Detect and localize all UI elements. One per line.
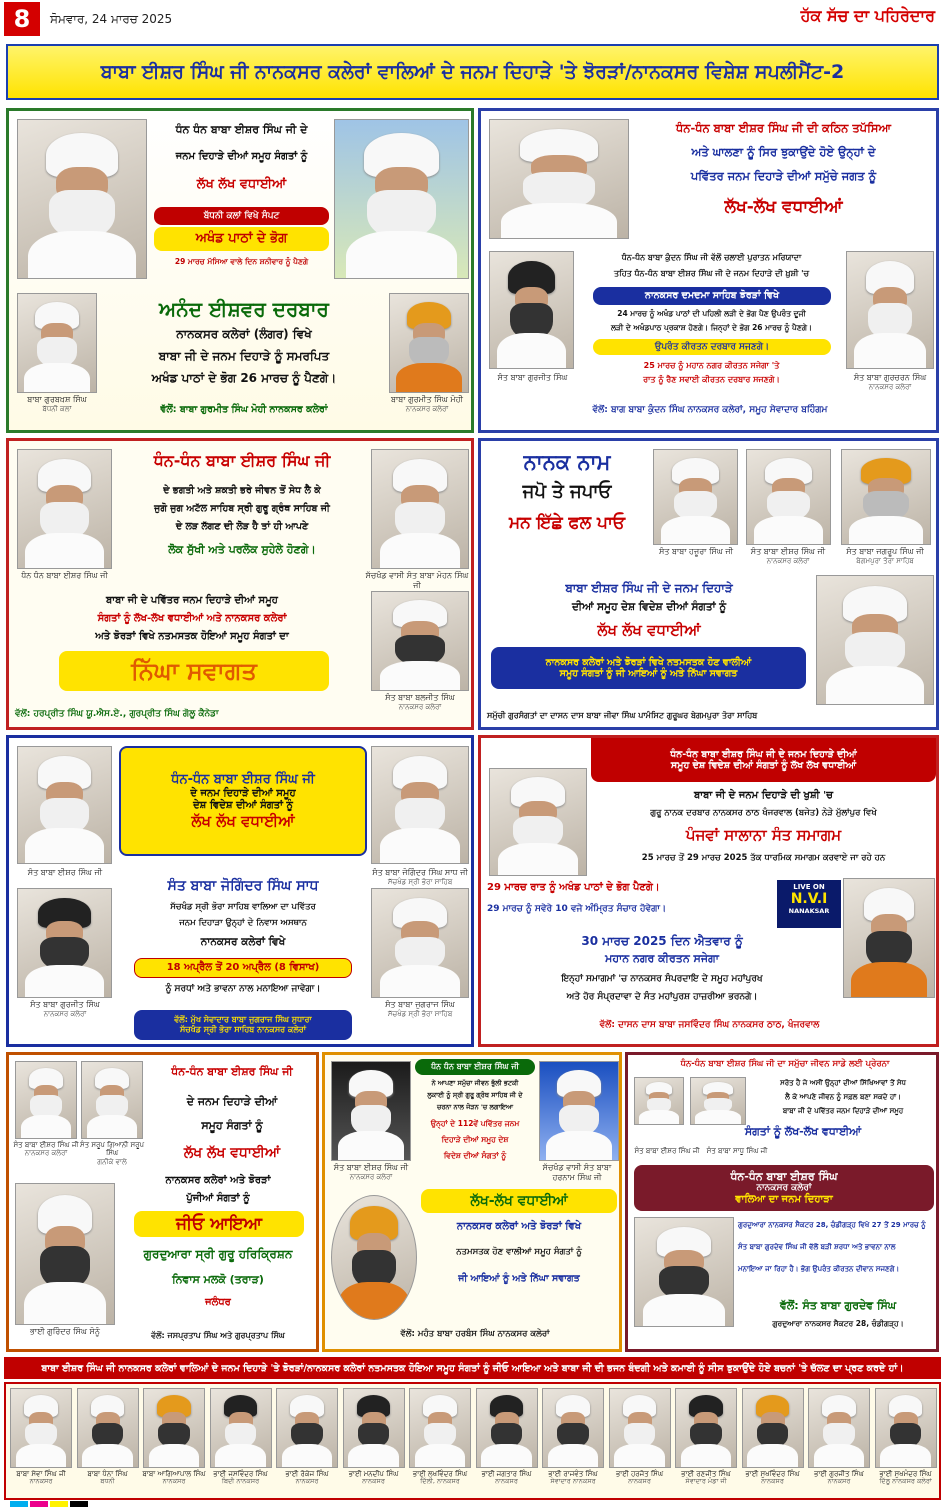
ad2-body7: ਰਾਤ ਨੂੰ ਰੈਣ ਸਵਾਈ ਕੀਰਤਨ ਦਰਬਾਰ ਸਜਣਗੇ। [643, 375, 780, 384]
gallery-portrait [542, 1388, 604, 1468]
gallery-portrait [875, 1388, 937, 1468]
ad8-pill-title: ਧੰਨ ਧੰਨ ਬਾਬਾ ਈਸ਼ਰ ਸਿੰਘ ਜੀ [415, 1059, 535, 1075]
ad1-pill-date: 29 ਮਾਰਚ ਮੱਸਿਆ ਵਾਲੇ ਦਿਨ ਸ਼ਨੀਵਾਰ ਨੂੰ ਪੈਣਗੇ [174, 256, 309, 266]
ad8-caption-left: ਸੰਤ ਬਾਬਾ ਈਸ਼ਰ ਸਿੰਘ ਜੀ ਨਾਨਕਸਰ ਕਲੇਰਾਂ [333, 1163, 409, 1181]
gallery-portrait [10, 1388, 72, 1468]
ad1-pill-akhand-path: ਅਖੰਡ ਪਾਠਾਂ ਦੇ ਭੋਗ [154, 227, 329, 251]
ad-jhorran-damdama [478, 108, 939, 433]
ad3-body3: ਦੇ ਲੜ ਲੱਗਣ ਦੀ ਲੋੜ ਹੈ ਤਾਂ ਹੀ ਆਪਣੇ [175, 521, 309, 532]
ad1-caption-right: ਬਾਬਾ ਗੁਰਮੀਤ ਸਿੰਘ ਮੋਹੀ ਨਾਨਕਸਰ ਕਲੇਰਾਂ [391, 395, 463, 413]
ad4-h2: ਜਪੋ ਤੇ ਜਪਾਓ [522, 481, 612, 502]
ad6-header [591, 738, 936, 782]
gallery-item [343, 1388, 405, 1498]
ad8-footer: ਵੱਲੋਂ: ਮਹੰਤ ਬਾਬਾ ਹਰਬੰਸ ਸਿੰਘ ਨਾਨਕਸਰ ਕਲੇਰਾਂ [400, 1329, 550, 1339]
ad6-body8: ਇਨ੍ਹਾਂ ਸਮਾਗਮਾਂ 'ਚ ਨਾਨਕਸਰ ਸੰਪਰਦਾਇ ਦੇ ਸਮੂਹ ਮਹਾਂਪੁਰਖ [561, 974, 763, 984]
gallery-name: ਭਾਈ ਜਸਵਿੰਦਰ ਸਿੰਘ [213, 1470, 268, 1478]
ad5-body2: ਜਨਮ ਦਿਹਾੜਾ ਉਨ੍ਹਾਂ ਦੇ ਨਿਵਾਸ ਅਸਥਾਨ [179, 918, 307, 928]
ad2-body3: 24 ਮਾਰਚ ਨੂੰ ਅਖੰਡ ਪਾਠਾਂ ਦੀ ਪਹਿਲੀ ਲੜੀ ਦੇ ਭੋਗ ਪੈਣ ਉਪਰੰਤ ਦੂਜੀ [617, 309, 806, 318]
ad4-body1: ਬਾਬਾ ਈਸ਼ਰ ਸਿੰਘ ਜੀ ਦੇ ਜਨਮ ਦਿਹਾੜੇ [565, 581, 733, 595]
portrait-bhai-gurinder-singh [15, 1183, 115, 1325]
portrait-sant-gurcharan-singh [846, 251, 934, 369]
ad5-footer-line1: ਵੱਲੋਂ: ਮੁੱਖ ਸੇਵਾਦਾਰ ਬਾਬਾ ਜੁਗਰਾਜ ਸਿੰਘ ਸੁਧਾਰਾ [174, 1015, 312, 1025]
bottom-greeting-banner: ਬਾਬਾ ਈਸ਼ਰ ਸਿੰਘ ਜੀ ਨਾਨਕਸਰ ਕਲੇਰਾਂ ਵਾਲਿਆਂ ਦੇ ਜਨਮ ਦਿਹਾੜੇ 'ਤੇ ਝੋਰੜਾਂ/ਨਾਨਕਸਰ ਕਲੇਰਾਂ ਨਤਮਸਤਕ ਹੋਇਆ ਸਮੂਹ ਸੰਗਤਾਂ ਨੂੰ ਜੀਓ ਆਇਆ ਅਤੇ ਬਾਬਾ ਜੀ ਦੀ ਭਜਨ ਬੰਦਗੀ ਅਤੇ ਕਮਾਈ ਨੂੰ ਸੀਸ ਝੁਕਾਉਂਦੇ ਹੋਏ ਬਚਨਾਂ 'ਤੇ ਚੱਲਣ ਦਾ ਪ੍ਰਣ ਕਰਦੇ ਹਾਂ। [4, 1357, 941, 1379]
ad9-pill-janam [634, 1165, 934, 1211]
ad9-body5: ਗੁਰਦੁਆਰਾ ਨਾਨਕਸਰ ਸੈਕਟਰ 28, ਚੰਡੀਗੜ੍ਹ ਵਿਖੇ 27 ਤੋਂ 29 ਮਾਰਚ ਨੂੰ [738, 1221, 926, 1229]
ad-sant-joginder-singh [6, 735, 474, 1047]
ad-gurdwara-harkrishan [6, 1052, 319, 1352]
ad1-line2: ਜਨਮ ਦਿਹਾੜੇ ਦੀਆਂ ਸਮੂਹ ਸੰਗਤਾਂ ਨੂੰ [175, 151, 308, 162]
ad7-h1: ਧੰਨ-ਧੰਨ ਬਾਬਾ ਈਸ਼ਰ ਸਿੰਘ ਜੀ [171, 1065, 293, 1078]
ad6-body6: 30 ਮਾਰਚ 2025 ਦਿਨ ਐਤਵਾਰ ਨੂੰ [581, 934, 743, 948]
portrait-sant-ishar-singh-ad8 [331, 1061, 411, 1161]
gallery-location: ਨਾਨਕਸਰ [295, 1477, 319, 1486]
ad5-caption-left-bottom: ਸੰਤ ਬਾਬਾ ਗੁਰਜੀਤ ਸਿੰਘ ਨਾਨਕਸਰ ਕਲੇਰਾਂ [30, 1000, 100, 1018]
gallery-item [542, 1388, 604, 1498]
ad6-h2: ਸਮੂਹ ਦੇਸ਼ ਵਿਦੇਸ਼ ਦੀਆਂ ਸੰਗਤਾਂ ਨੂੰ ਲੱਖ ਲੱਖ ਵਧਾਈਆਂ [670, 760, 857, 771]
portrait-mahant-harbans-singh [331, 1195, 417, 1320]
portrait-sant-hazura-singh [653, 449, 738, 545]
gallery-location: ਨਾਨਕਸਰ [29, 1477, 53, 1486]
ad5-h3: ਦੇਸ਼ ਵਿਦੇਸ਼ ਦੀਆਂ ਸੰਗਤਾਂ ਨੂੰ [193, 799, 293, 811]
ad5-footer [134, 1010, 352, 1040]
gallery-location: ਨਾਨਕਸਰ [362, 1477, 385, 1486]
ad1-line1: ਧੰਨ ਧੰਨ ਬਾਬਾ ਈਸ਼ਰ ਸਿੰਘ ਜੀ ਦੇ [175, 123, 308, 136]
ad7-h2: ਦੇ ਜਨਮ ਦਿਹਾੜੇ ਦੀਆਂ [186, 1095, 278, 1108]
masthead-logo: ਹੱਕ ਸੱਚ ਦਾ ਪਹਿਰੇਦਾਰ [800, 6, 935, 25]
gallery-location: ਨਾਨਕਸਰ [162, 1477, 186, 1486]
ad6-heading: ਪੰਜਵਾਂ ਸਾਲਾਨਾ ਸੰਤ ਸਮਾਗਮ [685, 826, 842, 844]
ad3-caption-left: ਧੰਨ ਧੰਨ ਬਾਬਾ ਈਸ਼ਰ ਸਿੰਘ ਜੀ [21, 571, 108, 580]
ad1-body3: ਅਖੰਡ ਪਾਠਾਂ ਦੇ ਭੋਗ 26 ਮਾਰਚ ਨੂੰ ਪੈਣਗੇ। [151, 371, 337, 385]
nvi-live-label: LIVE ON [793, 883, 825, 891]
gallery-caption [274, 1470, 340, 1486]
gallery-location: ਸੇਵਾਦਾਰ ਨਾਨਕਸਰ [550, 1477, 596, 1486]
ad5-heading: ਸੰਤ ਬਾਬਾ ਜੋਗਿੰਦਰ ਸਿੰਘ ਸਾਧ [167, 878, 319, 894]
ad3-footer: ਵੱਲੋਂ: ਹਰਪ੍ਰੀਤ ਸਿੰਘ ਯੂ.ਐਸ.ਏ., ਗੁਰਪ੍ਰੀਤ ਸਿੰਘ ਗੋਲੂ ਕੈਨੇਡਾ [15, 709, 219, 719]
gallery-location: ਬਧਨੀ [100, 1477, 115, 1486]
ad5-caption-right-top: ਸੰਤ ਬਾਬਾ ਜੋਗਿੰਦਰ ਸਿੰਘ ਸਾਧ ਜੀ ਸੱਚਖੰਡ ਸ੍ਰੀ ਭੋਰਾ ਸਾਹਿਬ [372, 868, 468, 886]
ad1-footer: ਵੱਲੋਂ: ਬਾਬਾ ਗੁਰਮੀਤ ਸਿੰਘ ਮੋਹੀ ਨਾਨਕਸਰ ਕਲੇਰਾਂ [160, 404, 328, 415]
ad2-body4: ਲੜੀ ਦੇ ਅਖੰਡਪਾਠ ਪ੍ਰਕਾਸ਼ ਹੋਣਗੇ। ਜਿਨ੍ਹਾਂ ਦੇ ਭੋਗ 26 ਮਾਰਚ ਨੂੰ ਪੈਣਗੇ। [610, 323, 812, 332]
ad4-h3: ਮਨ ਇੱਛੇ ਫਲ ਪਾਓ [508, 513, 626, 533]
ad1-body2: ਬਾਬਾ ਜੀ ਦੇ ਜਨਮ ਦਿਹਾੜੇ ਨੂੰ ਸਮਰਪਿਤ [158, 349, 330, 363]
nvi-sub: NANAKSAR [788, 907, 830, 915]
ad4-body2: ਦੀਆਂ ਸਮੂਹ ਦੇਸ਼ ਵਿਦੇਸ਼ ਦੀਆਂ ਸੰਗਤਾਂ ਨੂੰ [571, 601, 727, 613]
ad9-footer1: ਵੱਲੋਂ: ਸੰਤ ਬਾਬਾ ਗੁਰਦੇਵ ਸਿੰਘ [779, 1299, 897, 1312]
registration-mark-magenta [30, 1501, 48, 1507]
ad5-caption-right-bottom: ਸੰਤ ਬਾਬਾ ਜੁਗਰਾਜ ਸਿੰਘ ਸੱਚਖੰਡ ਸ੍ਰੀ ਭੋਰਾ ਸਾਹਿਬ [385, 1000, 455, 1018]
ad6-body7: ਮਹਾਨ ਨਗਰ ਕੀਰਤਨ ਸਜੇਗਾ [605, 952, 719, 965]
ad9-body2: ਲੈ ਕੇ ਆਪਣੇ ਜੀਵਨ ਨੂੰ ਸਫ਼ਲ ਬਣਾ ਸਕਦੇ ਹਾਂ। [785, 1093, 901, 1101]
gallery-item [276, 1388, 338, 1498]
registration-mark-yellow [50, 1501, 68, 1507]
gallery-portrait [609, 1388, 671, 1468]
ad2-pill-damdama: ਨਾਨਕਸਰ ਦਮਦਮਾ ਸਾਹਿਬ ਝੋਰੜਾਂ ਵਿਖੇ [593, 287, 831, 305]
supplement-banner [6, 44, 939, 100]
gallery-location: ਨਾਨਕਸਰ [761, 1477, 784, 1486]
ad8-heading: ਲੱਖ-ਲੱਖ ਵਧਾਈਆਂ [421, 1189, 617, 1213]
ad3-caption-right-top: ਸੱਚਖੰਡ ਵਾਸੀ ਸੰਤ ਬਾਬਾ ਮੋਹਨ ਸਿੰਘ ਜੀ [365, 571, 469, 590]
ad6-body4: 29 ਮਾਰਚ ਰਾਤ ਨੂੰ ਅਖੰਡ ਪਾਠਾਂ ਦੇ ਭੋਗ ਪੈਣਗੇ। [487, 882, 660, 893]
ad3-big-welcome: ਨਿੱਘਾ ਸਵਾਗਤ [59, 651, 329, 691]
ad7-body5: ਜਲੰਧਰ [205, 1297, 231, 1308]
gallery-item [10, 1388, 72, 1498]
ad6-body5: 29 ਮਾਰਚ ਨੂੰ ਸਵੇਰੇ 10 ਵਜੇ ਅੰਮ੍ਰਿਤ ਸੰਚਾਰ ਹੋਵੇਗਾ। [487, 904, 667, 914]
ad1-body1: ਨਾਨਕਸਰ ਕਲੇਰਾਂ (ਲੰਗਰ) ਵਿਖੇ [176, 327, 312, 341]
portrait-baba-gurbaksh-singh [17, 293, 97, 393]
ad7-h4: ਲੱਖ ਲੱਖ ਵਧਾਈਆਂ [183, 1145, 281, 1161]
ad4-pill-line1: ਨਾਨਕਸਰ ਕਲੇਰਾਂ ਅਤੇ ਝੋਰੜਾਂ ਵਿਖੇ ਨਤਮਸਤਕ ਹੋਣ ਵਾਲੀਆਂ [545, 656, 752, 668]
ad2-line2: ਅਤੇ ਘਾਲਣਾ ਨੂੰ ਸਿਰ ਝੁਕਾਉਂਦੇ ਹੋਏ ਉਨ੍ਹਾਂ ਦੇ [691, 145, 876, 159]
registration-mark-black [70, 1501, 88, 1507]
ad8-body5: ਦਿਹਾੜੇ ਦੀਆਂ ਸਮੂਹ ਦੇਸ਼ [441, 1135, 509, 1144]
ad7-footer: ਵੱਲੋਂ: ਜਸਪ੍ਰਤਾਪ ਸਿੰਘ ਅਤੇ ਗੁਰਪ੍ਰਤਾਪ ਸਿੰਘ [151, 1331, 285, 1340]
sevadar-gallery [4, 1382, 941, 1500]
issue-date: ਸੋਮਵਾਰ, 24 ਮਾਰਚ 2025 [50, 11, 173, 26]
ad4-caption-2: ਸੰਤ ਬਾਬਾ ਈਸ਼ਰ ਸਿੰਘ ਜੀ ਨਾਨਕਸਰ ਕਲੇਰਾਂ [750, 547, 826, 565]
gallery-portrait [143, 1388, 205, 1468]
portrait-baba-ishar-singh [17, 119, 147, 279]
gallery-item [742, 1388, 804, 1498]
ad7-caption-2: ਸੰਤ ਸਰੂਪ ਗਿਆਨੀ ਸਰੂਪ ਸਿੰਘ ਗਨੀਕੇ ਵਾਲੇ [79, 1141, 145, 1166]
ad8-body1: ਨੇ ਆਪਣਾ ਸਮੁੱਚਾ ਜੀਵਨ ਭੁੱਲੀ ਭਟਕੀ [431, 1079, 519, 1087]
nvi-channel: N.V.I [790, 891, 828, 907]
portrait-sant-ishar-singh-ad4 [746, 449, 831, 545]
gallery-caption [740, 1470, 806, 1486]
ad9-body7: ਮਨਾਇਆ ਜਾ ਰਿਹਾ ਹੈ। ਭੋਗ ਉਪਰੰਤ ਕੀਰਤਨ ਦੀਵਾਨ ਸਜਣਗੇ। [738, 1265, 900, 1273]
portrait-sant-jugraj-singh [371, 888, 469, 998]
gallery-name: ਭਾਈ ਜਗਤਾਰ ਸਿੰਘ [481, 1470, 532, 1478]
ad1-line3: ਲੱਖ ਲੱਖ ਵਧਾਈਆਂ [196, 177, 287, 192]
gallery-name: ਭਾਈ ਰੋਕੇਜ ਸਿੰਘ [285, 1470, 329, 1478]
ad7-h3: ਸਮੂਹ ਸੰਗਤਾਂ ਨੂੰ [201, 1119, 263, 1132]
gallery-caption [141, 1470, 207, 1486]
registration-mark-cyan [10, 1501, 28, 1507]
ad6-body1: ਬਾਬਾ ਜੀ ਦੇ ਜਨਮ ਦਿਹਾੜੇ ਦੀ ਖੁਸ਼ੀ 'ਚ [694, 790, 833, 801]
gallery-name: ਬਾਬਾ ਧੰਨਾ ਸਿੰਘ [87, 1470, 128, 1478]
ad5-pill-dates: 18 ਅਪ੍ਰੈਲ ਤੋਂ 20 ਅਪ੍ਰੈਲ (8 ਵਿਸਾਖ) [134, 958, 352, 978]
ad-112th-janam-dihara [322, 1052, 622, 1352]
gallery-name: ਭਾਈ ਮਨਦੀਪ ਸਿੰਘ [348, 1470, 399, 1478]
ad9-h1: ਧੰਨ-ਧੰਨ ਬਾਬਾ ਈਸ਼ਰ ਸਿੰਘ ਜੀ ਦਾ ਸਮੁੱਚਾ ਜੀਵਨ ਸਾਡੇ ਲਈ ਪ੍ਰੇਰਨਾ [680, 1059, 890, 1069]
gallery-name: ਬਾਬਾ ਸੇਵਾ ਸਿੰਘ ਜੀ [16, 1470, 66, 1478]
ad6-h1: ਧੰਨ-ਧੰਨ ਬਾਬਾ ਈਸ਼ਰ ਸਿੰਘ ਜੀ ਦੇ ਜਨਮ ਦਿਹਾੜੇ ਦੀਆਂ [670, 748, 857, 760]
ad-anand-ishwar-darbar [6, 108, 474, 433]
ad4-h1: ਨਾਨਕ ਨਾਮ [523, 450, 611, 474]
gallery-name: ਭਾਈ ਸੁਖਮੰਦਰ ਸਿੰਘ [879, 1470, 932, 1478]
ad9-body3: ਬਾਬਾ ਜੀ ਦੇ ਪਵਿੱਤਰ ਜਨਮ ਦਿਹਾੜੇ ਦੀਆਂ ਸਮੂਹ [782, 1107, 904, 1115]
gallery-item [609, 1388, 671, 1498]
portrait-baba-gurmit-singh-mohi [389, 293, 469, 393]
portrait-baba-large [816, 575, 934, 705]
ad7-body2: ਪੁੱਜੀਆਂ ਸੰਗਤਾਂ ਨੂੰ [186, 1193, 250, 1204]
ad3-body1: ਦੇ ਭਗਤੀ ਅਤੇ ਸ਼ਕਤੀ ਭਰੇ ਜੀਵਨ ਤੋਂ ਸੇਧ ਲੈ ਕੇ [163, 485, 321, 496]
ad2-caption-left: ਸੰਤ ਬਾਬਾ ਗੁਰਜੀਤ ਸਿੰਘ [497, 373, 568, 382]
ad3-body2: ਜੁਗੋ ਜੁਗ ਅਟੱਲ ਸਾਹਿਬ ਸ੍ਰੀ ਗੁਰੂ ਗ੍ਰੰਥ ਸਾਹਿਬ ਜੀ [154, 503, 330, 514]
ad3-body5: ਬਾਬਾ ਜੀ ਦੇ ਪਵਿੱਤਰ ਜਨਮ ਦਿਹਾੜੇ ਦੀਆਂ ਸਮੂਹ [106, 595, 278, 606]
portrait-baba-jaswinder-singh [843, 878, 935, 998]
ad2-body1: ਧੰਨ-ਧੰਨ ਬਾਬਾ ਕੁੰਦਨ ਸਿੰਘ ਜੀ ਵੱਲੋਂ ਚਲਾਈ ਪੁਰਾਤਨ ਮਰਿਯਾਦਾ [621, 253, 802, 262]
gallery-caption [607, 1470, 673, 1486]
gallery-portrait [409, 1388, 471, 1468]
portrait-sant-harnam-singh [539, 1061, 619, 1161]
ad5-body3: ਨਾਨਕਸਰ ਕਲੇਰਾਂ ਵਿਖੇ [200, 936, 286, 948]
gallery-portrait [343, 1388, 405, 1468]
ad9-pill-line1: ਧੰਨ-ਧੰਨ ਬਾਬਾ ਈਸ਼ਰ ਸਿੰਘ [730, 1170, 838, 1183]
gallery-item [210, 1388, 272, 1498]
gallery-caption [873, 1470, 939, 1486]
ad9-footer2: ਗੁਰਦੁਆਰਾ ਨਾਨਕਸਰ ਸੈਕਟਰ 28, ਚੰਡੀਗੜ੍ਹ। [772, 1319, 904, 1328]
ad3-body6: ਸੰਗਤਾਂ ਨੂੰ ਲੱਖ-ਲੱਖ ਵਧਾਈਆਂ ਅਤੇ ਨਾਨਕਸਰ ਕਲੇਰਾਂ [97, 613, 287, 624]
ad4-pill-welcome [491, 647, 806, 689]
gallery-location: ਦਿੱਲੂ ਨਾਨਕਸਰ ਕਲੇਰਾਂ [879, 1477, 932, 1486]
ad-nigha-swagat [6, 438, 474, 730]
portrait-sant-gurdev-singh [634, 1217, 734, 1327]
gallery-portrait [210, 1388, 272, 1468]
ad2-line1: ਧੰਨ-ਧੰਨ ਬਾਬਾ ਈਸ਼ਰ ਸਿੰਘ ਜੀ ਦੀ ਕਠਿਨ ਤਪੱਸਿਆ [676, 121, 891, 135]
ad2-line3: ਪਵਿੱਤਰ ਜਨਮ ਦਿਹਾੜੇ ਦੀਆਂ ਸਮੁੱਚੇ ਜਗਤ ਨੂੰ [690, 169, 877, 183]
ad5-body4: ਨੂੰ ਸਰਧਾਂ ਅਤੇ ਭਾਵਨਾ ਨਾਲ ਮਨਾਇਆ ਜਾਵੇਗਾ। [165, 984, 321, 994]
portrait-sant-ishar-singh-ad7 [15, 1061, 77, 1139]
gallery-caption [8, 1470, 74, 1486]
ad1-heading: ਅਨੰਦ ਈਸ਼ਵਰ ਦਰਬਾਰ [159, 297, 329, 321]
ad-sant-samagam [478, 735, 939, 1047]
gallery-name: ਭਾਈ ਗੁਰਜੀਤ ਸਿੰਘ [814, 1470, 864, 1478]
ad3-heading: ਧੰਨ-ਧੰਨ ਬਾਬਾ ਈਸ਼ਰ ਸਿੰਘ ਜੀ [153, 451, 331, 470]
portrait-sant-joginder-singh [371, 746, 469, 864]
ad8-body7: ਨਾਨਕਸਰ ਕਲੇਰਾਂ ਅਤੇ ਝੋਰੜਾਂ ਵਿਖੇ [456, 1221, 582, 1232]
gallery-name: ਭਾਈ ਹਰਜੋਤ ਸਿੰਘ [615, 1470, 664, 1478]
gallery-location: ਸੇਵਾਦਾਰ ਮੰਡਾ ਜੀ [685, 1477, 727, 1486]
ad5-h1: ਧੰਨ-ਧੰਨ ਬਾਬਾ ਈਸ਼ਰ ਸਿੰਘ ਜੀ [171, 772, 315, 788]
gallery-name: ਭਾਈ ਸੁਖਵਿੰਦਰ ਸਿੰਘ [745, 1470, 800, 1478]
ad6-body3: 25 ਮਾਰਚ ਤੋਂ 29 ਮਾਰਚ 2025 ਤੱਕ ਧਾਰਮਿਕ ਸਮਾਗਮ ਕਰਵਾਏ ਜਾ ਰਹੇ ਹਨ [641, 853, 886, 863]
gallery-name: ਭਾਈ ਲਖਵਿੰਦਰ ਸਿੰਘ [412, 1470, 468, 1478]
ad-chandigarh-sector28 [625, 1052, 939, 1352]
gallery-location: ਨਾਨਕਸਰ [495, 1477, 518, 1486]
ad5-h4: ਲੱਖ ਲੱਖ ਵਧਾਈਆਂ [191, 811, 295, 830]
ad3-body4: ਲੋਕ ਸੁੱਖੀ ਅਤੇ ਪਰਲੋਕ ਸੁਹੇਲੇ ਹੋਣਗੇ। [168, 543, 316, 556]
ad1-caption-left: ਬਾਬਾ ਗੁਰਬਖ਼ਸ਼ ਸਿੰਘ ਬੱਧਨੀ ਕਲਾਂ [27, 395, 87, 413]
ad8-body6: ਵਿਦੇਸ਼ ਦੀਆਂ ਸੰਗਤਾਂ ਨੂੰ [443, 1151, 507, 1160]
ad9-pill-line3: ਵਾਲਿਆ ਦਾ ਜਨਮ ਦਿਹਾੜਾ [735, 1193, 833, 1205]
ad5-header-box [119, 746, 367, 856]
portrait-sant-mohan-singh [371, 449, 469, 569]
ad2-footer: ਵੱਲੋਂ: ਬਾਗ ਬਾਬਾ ਕੁੰਦਨ ਸਿੰਘ ਨਾਨਕਸਰ ਕਲੇਰਾਂ, ਸਮੂਹ ਸੇਵਾਦਾਰ ਬਹਿੰਗਮ [592, 405, 828, 415]
gallery-name: ਬਾਬਾ ਆਗਿਆਪਾਲ ਸਿੰਘ [142, 1470, 206, 1478]
ad2-caption-right: ਸੰਤ ਬਾਬਾ ਗੁਰਚਰਨ ਸਿੰਘ ਨਾਨਕਸਰ ਕਲੇਰਾਂ [853, 373, 927, 391]
ad5-caption-left-top: ਸੰਤ ਬਾਬਾ ਈਸ਼ਰ ਸਿੰਘ ਜੀ [27, 868, 103, 877]
ad8-body3: ਚਰਨਾ ਨਾਲ ਜੋੜਨ 'ਚ ਲਗਾਇਆ [436, 1103, 514, 1111]
ad6-body2: ਗੁਰੂ ਨਾਨਕ ਦਰਬਾਰ ਨਾਨਕਸਰ ਠਾਠ ਖੰਜਰਵਾਲ (ਬਜੇਤ) ਨੇੜੇ ਮੁੱਲਾਂਪੁਰ ਵਿਖੇ [650, 808, 877, 818]
portrait-sant-baljit-singh [371, 591, 469, 691]
ad2-body2: ਤਹਿਤ ਧੰਨ-ਧੰਨ ਬਾਬਾ ਈਸ਼ਰ ਸਿੰਘ ਜੀ ਦੇ ਜਨਮ ਦਿਹਾੜੇ ਦੀ ਖ਼ੁਸ਼ੀ 'ਚ [614, 269, 809, 278]
gallery-portrait [742, 1388, 804, 1468]
portrait-sant-sadhu-singh [690, 1077, 746, 1125]
gallery-caption [474, 1470, 540, 1486]
portrait-babas-pair [489, 119, 629, 239]
ad4-footer: ਸਮੁੱਚੀ ਗੁਰਸੰਗਤਾਂ ਦਾ ਦਾਸਨ ਦਾਸ ਬਾਬਾ ਜੀਵਾ ਸਿੰਘ ਪਾਮੰਸਿਟ ਗੁਰੂਘਰ ਬੇਗਮਪੁਰਾ ਤੋਰਾ ਸਾਹਿਬ [487, 711, 758, 720]
ad2-body6: 25 ਮਾਰਚ ਨੂੰ ਮਹਾਨ ਨਗਰ ਕੀਰਤਨ ਸਜੇਗਾ 'ਤੇ [643, 361, 780, 370]
gallery-item [77, 1388, 139, 1498]
ad2-pill-kirtan: ਉਪਰੰਤ ਕੀਰਤਨ ਦਰਬਾਰ ਸਜਣਗੇ। [593, 339, 831, 355]
ad5-h2: ਦੇ ਜਨਮ ਦਿਹਾੜੇ ਦੀਆਂ ਸਮੂਹ [190, 787, 296, 799]
ad3-caption-right-bottom: ਸੰਤ ਬਾਬਾ ਬਲਜੀਤ ਸਿੰਘ ਨਾਨਕਸਰ ਕਲੇਰਾਂ [385, 693, 455, 711]
portrait-sant-ishar-singh-ad9 [634, 1077, 684, 1125]
ad4-caption-3: ਸੰਤ ਬਾਬਾ ਜਗਰੂਪ ਸਿੰਘ ਜੀ ਬੇਗਮਪੁਰਾ ਤੋਰਾ ਸਾਹਿਬ [846, 547, 924, 565]
ad6-body9: ਅਤੇ ਹੋਰ ਸੰਪ੍ਰਦਾਵਾ ਦੇ ਸੰਤ ਮਹਾਂਪੁਰਸ਼ ਹਾਜ਼ਰੀਆ ਭਰਨਗੇ। [566, 992, 758, 1002]
gallery-caption [407, 1470, 473, 1486]
ad6-footer: ਵੱਲੋਂ: ਦਾਸਨ ਦਾਸ ਬਾਬਾ ਜਸਵਿੰਦਰ ਸਿੰਘ ਨਾਨਕਸਰ ਠਾਠ, ਖੰਜਰਵਾਲ [599, 1020, 820, 1030]
gallery-location: ਦਿੱਲੀ, ਨਾਨਕਸਰ [420, 1477, 460, 1486]
gallery-caption [75, 1470, 141, 1486]
gallery-caption [341, 1470, 407, 1486]
gallery-portrait [808, 1388, 870, 1468]
gallery-item [875, 1388, 937, 1498]
ad4-caption-1: ਸੰਤ ਬਾਬਾ ਹਜ਼ੂਰਾ ਸਿੰਘ ਜੀ [658, 547, 734, 556]
gallery-item [409, 1388, 471, 1498]
ad9-body1: ਸਰੋਤ ਹੈ ਜੇ ਅਸੀਂ ਉਨ੍ਹਾਂ ਦੀਆਂ ਸਿੱਖਿਆਵਾਂ ਤੋਂ ਸੇਧ [780, 1079, 906, 1087]
ad8-body9: ਜੀ ਆਇਆਂ ਨੂੰ ਅਤੇ ਨਿੱਘਾ ਸਵਾਗਤ [458, 1273, 580, 1284]
ad7-caption-3: ਭਾਈ ਗੁਰਿੰਦਰ ਸਿੰਘ ਸੋਨੂੰ [30, 1327, 100, 1336]
ad9-pill-line2: ਨਾਨਕਸਰ ਕਲੇਰਾਂ [756, 1183, 812, 1194]
gallery-name: ਭਾਈ ਰਣਜੀਤ ਸਿੰਘ [681, 1470, 731, 1478]
ad9-body4: ਸੰਗਤਾਂ ਨੂੰ ਲੱਖ-ਲੱਖ ਵਧਾਈਆਂ [744, 1125, 862, 1138]
portrait-sant-ishar-singh-ad5 [17, 746, 112, 864]
ad9-caption-1: ਸੰਤ ਬਾਬਾ ਈਸ਼ਰ ਸਿੰਘ ਜੀ [634, 1147, 700, 1155]
ad4-body3: ਲੱਖ ਲੱਖ ਵਧਾਈਆਂ [597, 621, 701, 639]
gallery-caption [208, 1470, 274, 1486]
page-number: 8 [4, 2, 40, 36]
gallery-caption [806, 1470, 872, 1486]
gallery-item [675, 1388, 737, 1498]
portrait-baba-seated [334, 119, 469, 279]
ad1-pill-badhni: ਬੱਧਨੀ ਕਲਾਂ ਵਿਖੇ ਸੰਪਟ [154, 207, 329, 225]
ad7-body4: ਨਿਵਾਸ ਮਲਕੋ (ਤਰਾੜ) [172, 1273, 264, 1286]
gallery-caption [673, 1470, 739, 1486]
gallery-location: ਨਾਨਕਸਰ [628, 1477, 651, 1486]
portrait-sant-jagroop-singh [841, 449, 931, 545]
gallery-portrait [476, 1388, 538, 1468]
gallery-item [476, 1388, 538, 1498]
ad4-pill-line2: ਸਮੂਹ ਸੰਗਤਾਂ ਨੂੰ ਜੀ ਆਇਆਂ ਨੂੰ ਅਤੇ ਨਿੱਘਾ ਸਵਾਗਤ [559, 668, 738, 679]
ad9-caption-2: ਸੰਤ ਬਾਬਾ ਸਾਧੂ ਸਿੰਘ ਜੀ [706, 1147, 768, 1155]
gallery-portrait [276, 1388, 338, 1468]
supplement-title: ਬਾਬਾ ਈਸ਼ਰ ਸਿੰਘ ਜੀ ਨਾਨਕਸਰ ਕਲੇਰਾਂ ਵਾਲਿਆਂ ਦੇ ਜਨਮ ਦਿਹਾੜੇ 'ਤੇ ਝੋਰੜਾਂ/ਨਾਨਕਸਰ ਵਿਸ਼ੇਸ਼ ਸਪਲੀਮੈਂਟ-2 [100, 61, 845, 83]
portrait-sant-gurjit-singh-ad5 [17, 888, 112, 998]
portrait-baba-ishar-singh-ad3 [17, 449, 112, 569]
gallery-name: ਭਾਈ ਰਾਜਵੰਤ ਸਿੰਘ [548, 1470, 598, 1478]
gallery-portrait [675, 1388, 737, 1468]
ad7-big-welcome: ਜੀਓ ਆਇਆ [134, 1211, 304, 1237]
ad8-body8: ਨਤਮਸਤਕ ਹੋਣ ਵਾਲੀਆਂ ਸਮੂਹ ਸੰਗਤਾਂ ਨੂੰ [456, 1247, 582, 1257]
ad8-caption-right: ਸੱਚਖੰਡ ਵਾਸੀ ਸੰਤ ਬਾਬਾ ਹਰਨਾਮ ਸਿੰਘ ਜੀ [542, 1163, 612, 1182]
gallery-item [808, 1388, 870, 1498]
gallery-location: ਨਾਨਕਸਰ [827, 1477, 851, 1486]
ad5-footer-line2: ਸੱਚਖੰਡ ਸ੍ਰੀ ਭੋਰਾ ਸਾਹਿਬ ਨਾਨਕਸਰ ਕਲੇਰਾਂ [180, 1025, 306, 1034]
ad8-body4: ਉਨ੍ਹਾਂ ਦੇ 112ਵੇਂ ਪਵਿੱਤਰ ਜਨਮ [430, 1119, 520, 1128]
portrait-baba-ishar-singh-ad6 [489, 768, 587, 876]
ad8-body2: ਲੁਕਾਈ ਨੂੰ ਸ੍ਰੀ ਗੁਰੂ ਗ੍ਰੰਥ ਸਾਹਿਬ ਜੀ ਦੇ [427, 1091, 523, 1099]
portrait-sant-gurjit-singh [489, 251, 574, 369]
ad7-caption-1: ਸੰਤ ਬਾਬਾ ਈਸ਼ਰ ਸਿੰਘ ਜੀ ਨਾਨਕਸਰ ਕਲੇਰਾਂ [13, 1141, 79, 1158]
ad2-line4: ਲੱਖ-ਲੱਖ ਵਧਾਈਆਂ [724, 197, 843, 217]
gallery-item [143, 1388, 205, 1498]
gallery-caption [540, 1470, 606, 1486]
portrait-giani-saroop-singh [81, 1061, 143, 1139]
ad5-body1: ਸੱਚਖੰਡ ਸ੍ਰੀ ਭੋਰਾ ਸਾਹਿਬ ਵਾਲਿਆ ਦਾ ਪਵਿੱਤਰ [170, 902, 316, 912]
ad7-body1: ਨਾਨਕਸਰ ਕਲੇਰਾਂ ਅਤੇ ਝੋਰੜਾਂ [165, 1175, 271, 1186]
ad3-body7: ਅਤੇ ਝੋਰੜਾਂ ਵਿਖੇ ਨਤਮਸਤਕ ਹੋਇਆਂ ਸਮੂਹ ਸੰਗਤਾਂ ਦਾ [95, 631, 289, 642]
gallery-portrait [77, 1388, 139, 1468]
ad7-body3: ਗੁਰਦੁਆਰਾ ਸ੍ਰੀ ਗੁਰੂ ਹਰਿਕ੍ਰਿਸ਼ਨ [143, 1247, 293, 1261]
ad-nanak-naam [478, 438, 939, 730]
gallery-location: ਬਿਦੀ ਨਾਨਕਸਰ [221, 1477, 260, 1486]
ad9-body6: ਸੰਤ ਬਾਬਾ ਗੁਰਦੇਵ ਸਿੰਘ ਜੀ ਵੱਲੋਂ ਬੜੀ ਸ਼ਰਧਾ ਅਤੇ ਭਾਵਨਾ ਨਾਲ [738, 1243, 896, 1251]
nvi-live-badge [777, 880, 841, 928]
